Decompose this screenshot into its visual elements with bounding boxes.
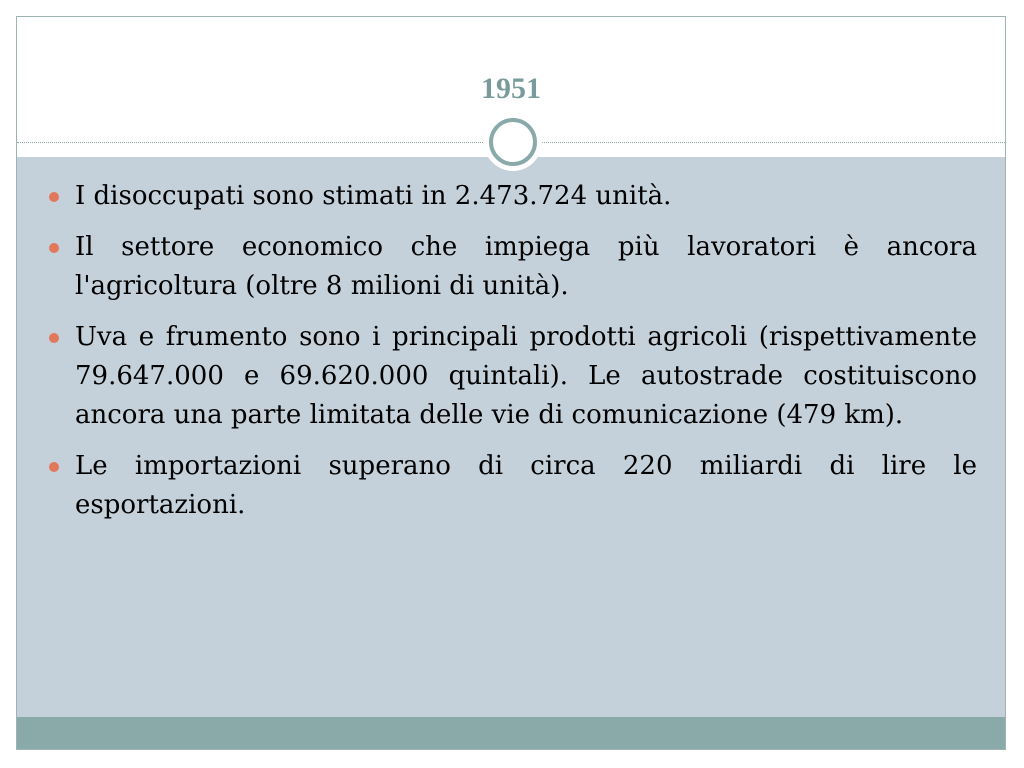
bullet-list [47,177,977,537]
bullet-item [47,177,977,216]
bullet-dot-icon [49,333,59,343]
bullet-dot-icon [49,192,59,202]
slide [16,16,1006,750]
bullet-text: Uva e frumento sono i principali prodotti agricoli (rispettivamente 79.647.000 e 69.620.000 quintali). Le autostrade costituiscono ancora una parte limitata delle vie di comunicazione (479 km). [75,322,977,430]
ring-ornament-icon [489,118,537,166]
bullet-text: Le importazioni superano di circa 220 miliardi di lire le esportazioni. [75,451,977,520]
bullet-text: I disoccupati sono stimati in 2.473.724 unità. [75,181,672,211]
slide-title: 1951 [481,72,541,105]
bullet-item [47,318,977,435]
footer-band [17,717,1005,750]
bullet-item [47,228,977,306]
bullet-text: Il settore economico che impiega più lavoratori è ancora l'agricoltura (oltre 8 milioni di unità). [75,232,977,301]
bullet-dot-icon [49,462,59,472]
bullet-dot-icon [49,243,59,253]
bullet-item [47,447,977,525]
